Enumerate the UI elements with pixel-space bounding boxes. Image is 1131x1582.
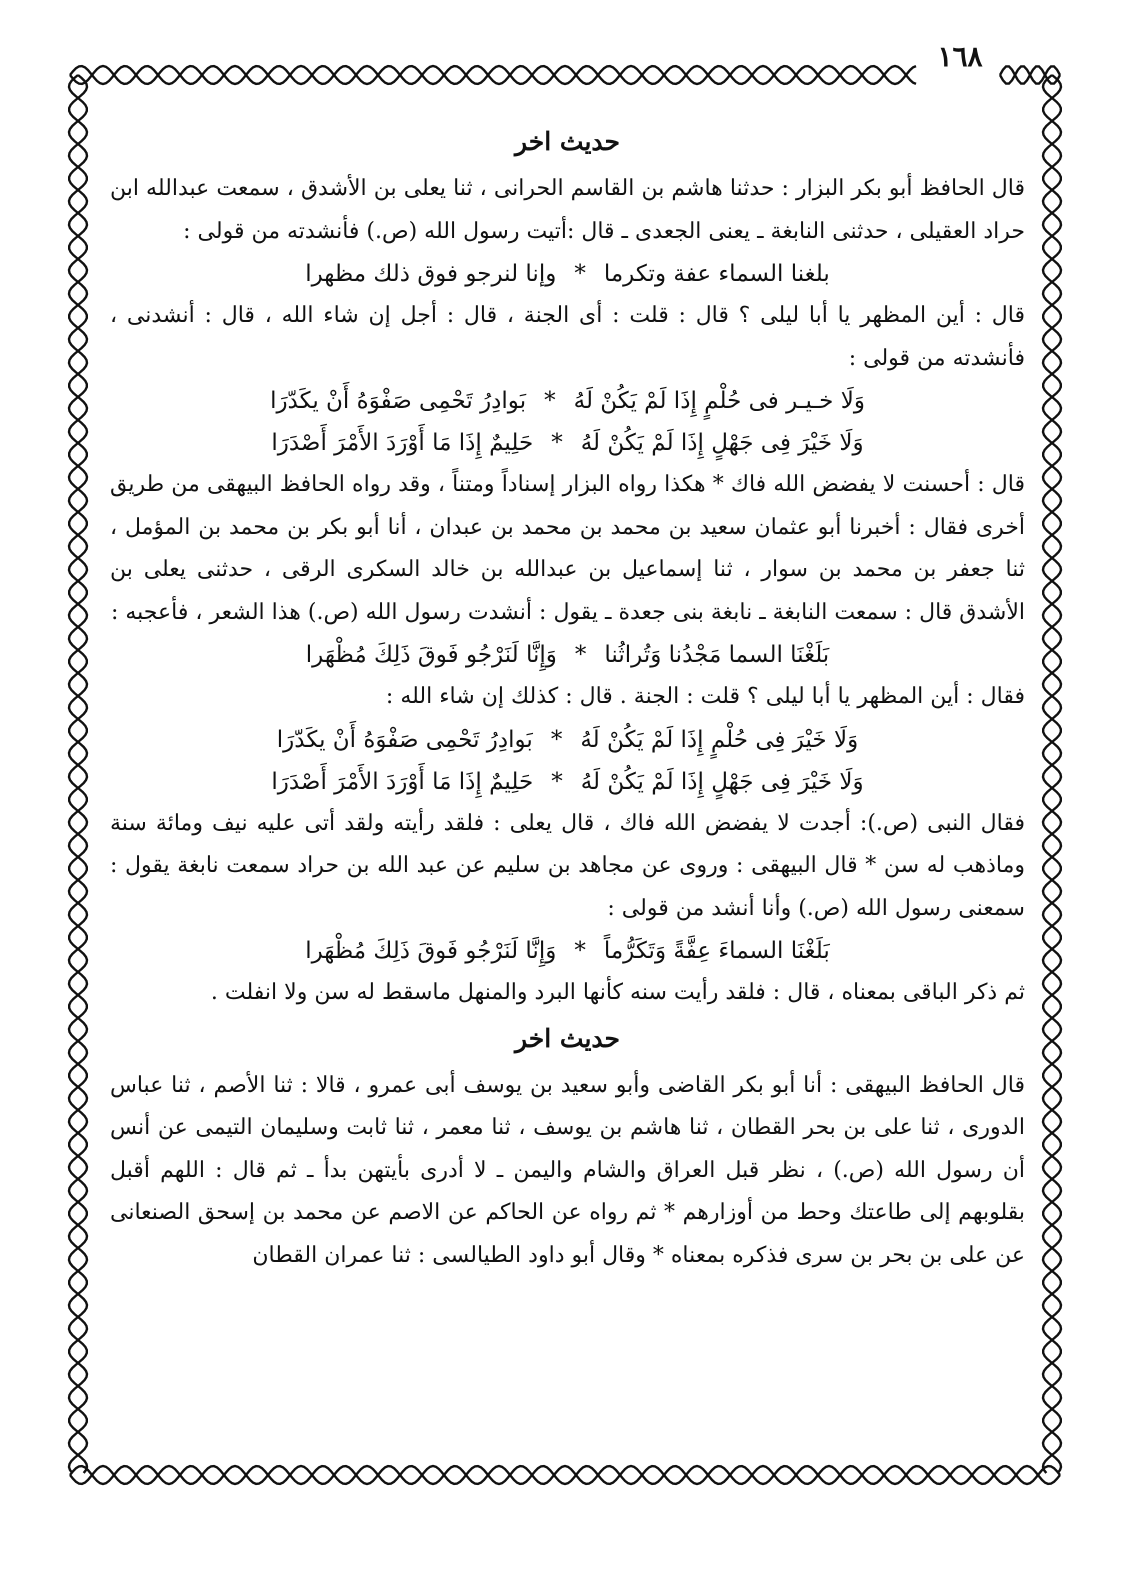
verse-separator: * (551, 768, 563, 795)
verse-second-hemistich: حَلِيمٌ إِذَا مَا أَوْرَدَ الأَمْرَ أَصْدَرَا (271, 430, 534, 456)
section-heading: حديث اخر (515, 1023, 620, 1053)
verse-second-hemistich: حَلِيمٌ إِذَا مَا أَوْرَدَ الأَمْرَ أَصْدَرَا (271, 768, 534, 795)
verse-first-hemistich: وَلَا خَيْرَ فِى جَهْلٍ إِذَا لَمْ يَكُنْ لَهُ (580, 768, 864, 795)
paragraph: قال : أين المظهر يا أبا ليلى ؟ قال : قلت : أى الجنة ، قال : أجل إن شاء الله ، قال : أنشدنى ، فأنشدته من قولى : (110, 303, 1025, 371)
verse-first-hemistich: وَلَا خـيـر فى حُلْمٍ إِذَا لَمْ يَكُنْ لَهُ (573, 388, 865, 414)
poem-verse (110, 380, 1025, 422)
verse-first-hemistich: بَلَغْنَا السماءَ عِفَّةً وَتَكَرُّماً (603, 938, 830, 964)
poem-verse (110, 761, 1025, 803)
verse-second-hemistich: بَوادِرُ تَحْمِى صَفْوَهُ أَنْ يكَدّرَا (270, 388, 527, 414)
verse-separator: * (574, 938, 586, 964)
verse-separator: * (544, 388, 556, 414)
paragraph: فقال : أين المظهر يا أبا ليلى ؟ قلت : الجنة . قال : كذلك إن شاء الله : (385, 684, 1025, 709)
verse-second-hemistich: بَوادِرُ تَحْمِى صَفْوَهُ أَنْ يكَدّرَا (276, 726, 533, 753)
poem-verse (110, 719, 1025, 761)
poem-verse (110, 634, 1025, 676)
page-number: ١٦٨ (937, 40, 983, 73)
poem-verse (110, 422, 1025, 464)
paragraph: قال الحافظ أبو بكر البزار : حدثنا هاشم بن القاسم الحرانى ، ثنا يعلى بن الأشدق ، سمعت عبدالله ابن حراد العقيلى ، حدثنى النابغة ـ يعنى الجعدى ـ قال :أتيت رسول الله (ص.) فأنشدته من قولى : (110, 176, 1025, 244)
verse-second-hemistich: وإنا لنرجو فوق ذلك مظهرا (305, 261, 557, 287)
poem-verse (110, 253, 1025, 295)
paragraph: قال الحافظ البيهقى : أنا أبو بكر القاضى وأبو سعيد بن يوسف أبى عمرو ، قالا : ثنا الأصم ، ثنا عباس الدورى ، ثنا على بن بحر القطان ، ثنا هاشم بن يوسف ، ثنا معمر ، ثنا ثابت وسليمان التيمى عن أنس أن رسول الله (ص.) ، نظر قبل العراق والشام واليمن ـ لا أدرى بأيتهن بدأ ـ ثم قال : اللهم أقبل بقلوبهم إلى طاعتك وحط من أوزارهم * ثم رواه عن الحاكم عن الاصم عن محمد بن إسحق الصنعانى عن على بن بحر بن سرى فذكره بمعناه * وقال أبو داود الطيالسى : ثنا عمران القطان (110, 1072, 1025, 1268)
section-heading: حديث اخر (515, 127, 620, 156)
verse-separator: * (574, 642, 587, 668)
paragraph: فقال النبى (ص.): أجدت لا يفضض الله فاك ، قال يعلى : فلقد رأيته ولقد أتى عليه نيف ومائة سنة وماذهب له سن * قال البيهقى : وروى عن مجاهد بن سليم عن عبد الله بن حراد سمعت نابغة يقول : سمعنى رسول الله (ص.) وأنا أنشد من قولى : (110, 810, 1025, 921)
verse-second-hemistich: وَإِنَّا لَنَرْجُو فَوقَ ذَلِكَ مُظْهَرا (305, 642, 557, 668)
verse-separator: * (551, 430, 563, 456)
verse-second-hemistich: وَإِنَّا لَنَرْجُو فَوقَ ذَلِكَ مُظْهَرا (305, 938, 557, 964)
verse-first-hemistich: بَلَغْنَا السما مَجْدُنا وَتُراثُنا (604, 642, 830, 668)
section-2 (110, 1019, 1025, 1278)
verse-first-hemistich: وَلَا خَيْرَ فِى جَهْلٍ إِذَا لَمْ يَكُنْ لَهُ (580, 430, 864, 456)
section-1 (110, 122, 1025, 1015)
poem-verse (110, 930, 1025, 972)
verse-separator: * (574, 261, 586, 287)
paragraph: قال : أحسنت لا يفضض الله فاك * هكذا رواه البزار إسناداً ومتناً ، وقد رواه الحافظ البيهقى من طريق أخرى فقال : أخبرنا أبو عثمان سعيد بن محمد بن محمد بن عبدان ، أنا أبو بكر بن محمد بن المؤمل ، ثنا جعفر بن محمد بن سوار ، ثنا إسماعيل بن عبدالله بن خالد السكرى الرقى ، حدثنى يعلى بن الأشدق قال : سمعت النابغة ـ نابغة بنى جعدة ـ يقول : أنشدت رسول الله (ص.) هذا الشعر ، فأعجبه : (110, 472, 1025, 625)
verse-separator: * (550, 726, 563, 753)
paragraph: ثم ذكر الباقى بمعناه ، قال : فلقد رأيت سنه كأنها البرد والمنهل ماسقط له سن ولا انفلت . (210, 980, 1025, 1005)
verse-first-hemistich: بلغنا السماء عفة وتكرما (603, 261, 830, 287)
verse-first-hemistich: وَلَا خَيْرَ فِى حُلْمٍ إِذَا لَمْ يَكُنْ لَهُ (580, 726, 859, 753)
page-content (110, 118, 1025, 1448)
